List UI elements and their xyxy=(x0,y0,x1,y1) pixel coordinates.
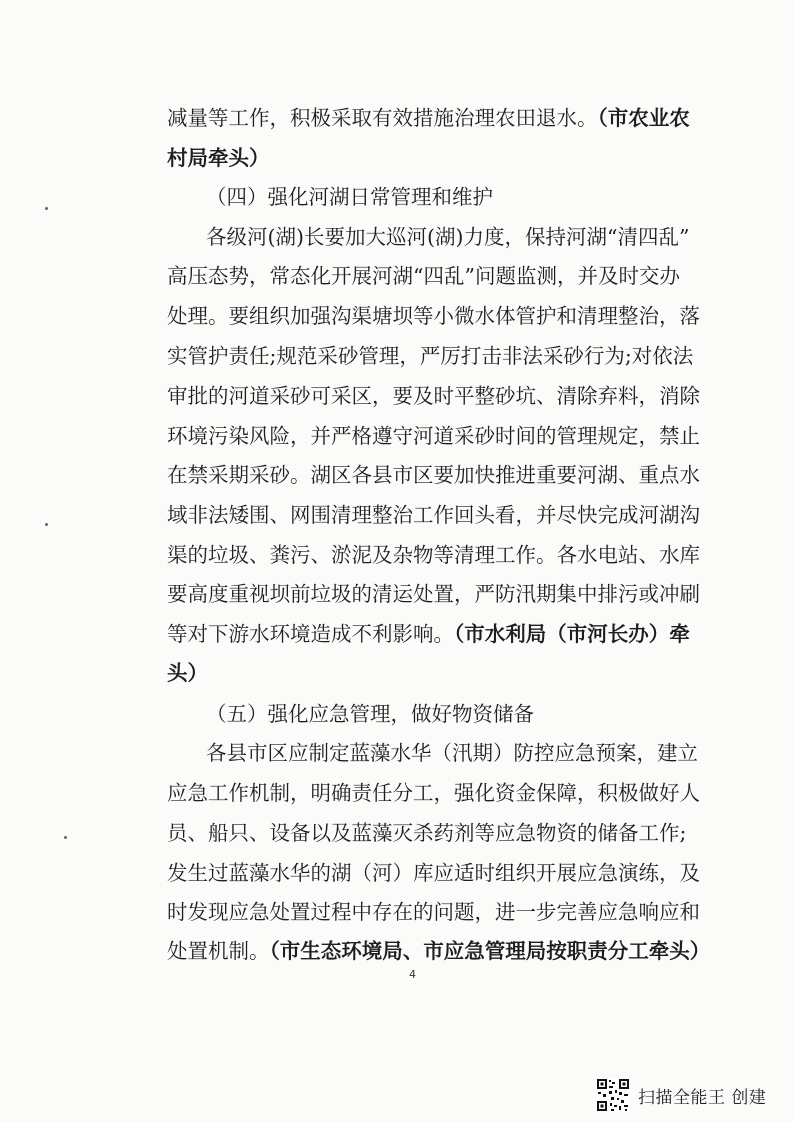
paragraph-line: 各县市区应制定蓝藻水华（汛期）防控应急预案，建立 xyxy=(206,741,698,765)
paragraph-line: 渠的垃圾、粪污、淤泥及杂物等清理工作。各水电站、水库 xyxy=(167,543,700,567)
scanner-watermark xyxy=(596,1075,766,1115)
paragraph-line: 发生过蓝藻水华的湖（河）库应适时组织开展应急演练，及 xyxy=(167,861,700,885)
section-heading-5: （五）强化应急管理，做好物资储备 xyxy=(206,702,534,726)
scan-speck xyxy=(45,523,48,526)
paragraph-line: 时发现应急处置过程中存在的问题，进一步完善应急响应和 xyxy=(167,900,700,924)
paragraph-line: 域非法矮围、网围清理整治工作回头看，并尽快完成河湖沟 xyxy=(167,503,700,527)
paragraph-line: 处理。要组织加强沟渠塘坝等小微水体管护和清理整治，落 xyxy=(167,304,700,328)
paragraph-line: 审批的河道采砂可采区，要及时平整砂坑、清除弃料，消除 xyxy=(167,384,700,408)
paragraph-line: 应急工作机制，明确责任分工，强化资金保障，积极做好人 xyxy=(167,781,700,805)
paragraph-line: 高压态势，常态化开展河湖“四乱”问题监测，并及时交办 xyxy=(167,264,680,288)
paragraph-line: 减量等工作，积极采取有效措施治理农田退水。（市农业农 xyxy=(167,106,690,130)
paragraph-line: 实管护责任;规范采砂管理，严厉打击非法采砂行为;对依法 xyxy=(167,344,694,368)
scan-speck xyxy=(45,207,48,210)
paragraph-line: 头） xyxy=(167,661,208,685)
section-heading-4: （四）强化河湖日常管理和维护 xyxy=(206,185,493,209)
qr-code-icon xyxy=(596,1078,630,1112)
page-number: 4 xyxy=(409,968,416,981)
paragraph-line: 处置机制。（市生态环境局、市应急管理局按职责分工牵头） xyxy=(167,939,711,963)
paragraph-line: 环境污染风险，并严格遵守河道采砂时间的管理规定，禁止 xyxy=(167,424,700,448)
scan-speck xyxy=(64,836,67,839)
paragraph-line: 在禁采期采砂。湖区各县市区要加快推进重要河湖、重点水 xyxy=(167,463,700,487)
paragraph-line: 要高度重视坝前垃圾的清运处置，严防汛期集中排污或冲刷 xyxy=(167,582,700,606)
paragraph-line: 各级河(湖)长要加大巡河(湖)力度，保持河湖“清四乱” xyxy=(206,225,690,249)
paragraph-line: 等对下游水环境造成不利影响。（市水利局（市河长办）牵 xyxy=(167,622,690,646)
paragraph-line: 员、船只、设备以及蓝藻灭杀药剂等应急物资的储备工作; xyxy=(167,821,687,845)
watermark-text: 扫描全能王 创建 xyxy=(638,1087,767,1108)
paragraph-line: 村局牵头） xyxy=(167,146,270,170)
